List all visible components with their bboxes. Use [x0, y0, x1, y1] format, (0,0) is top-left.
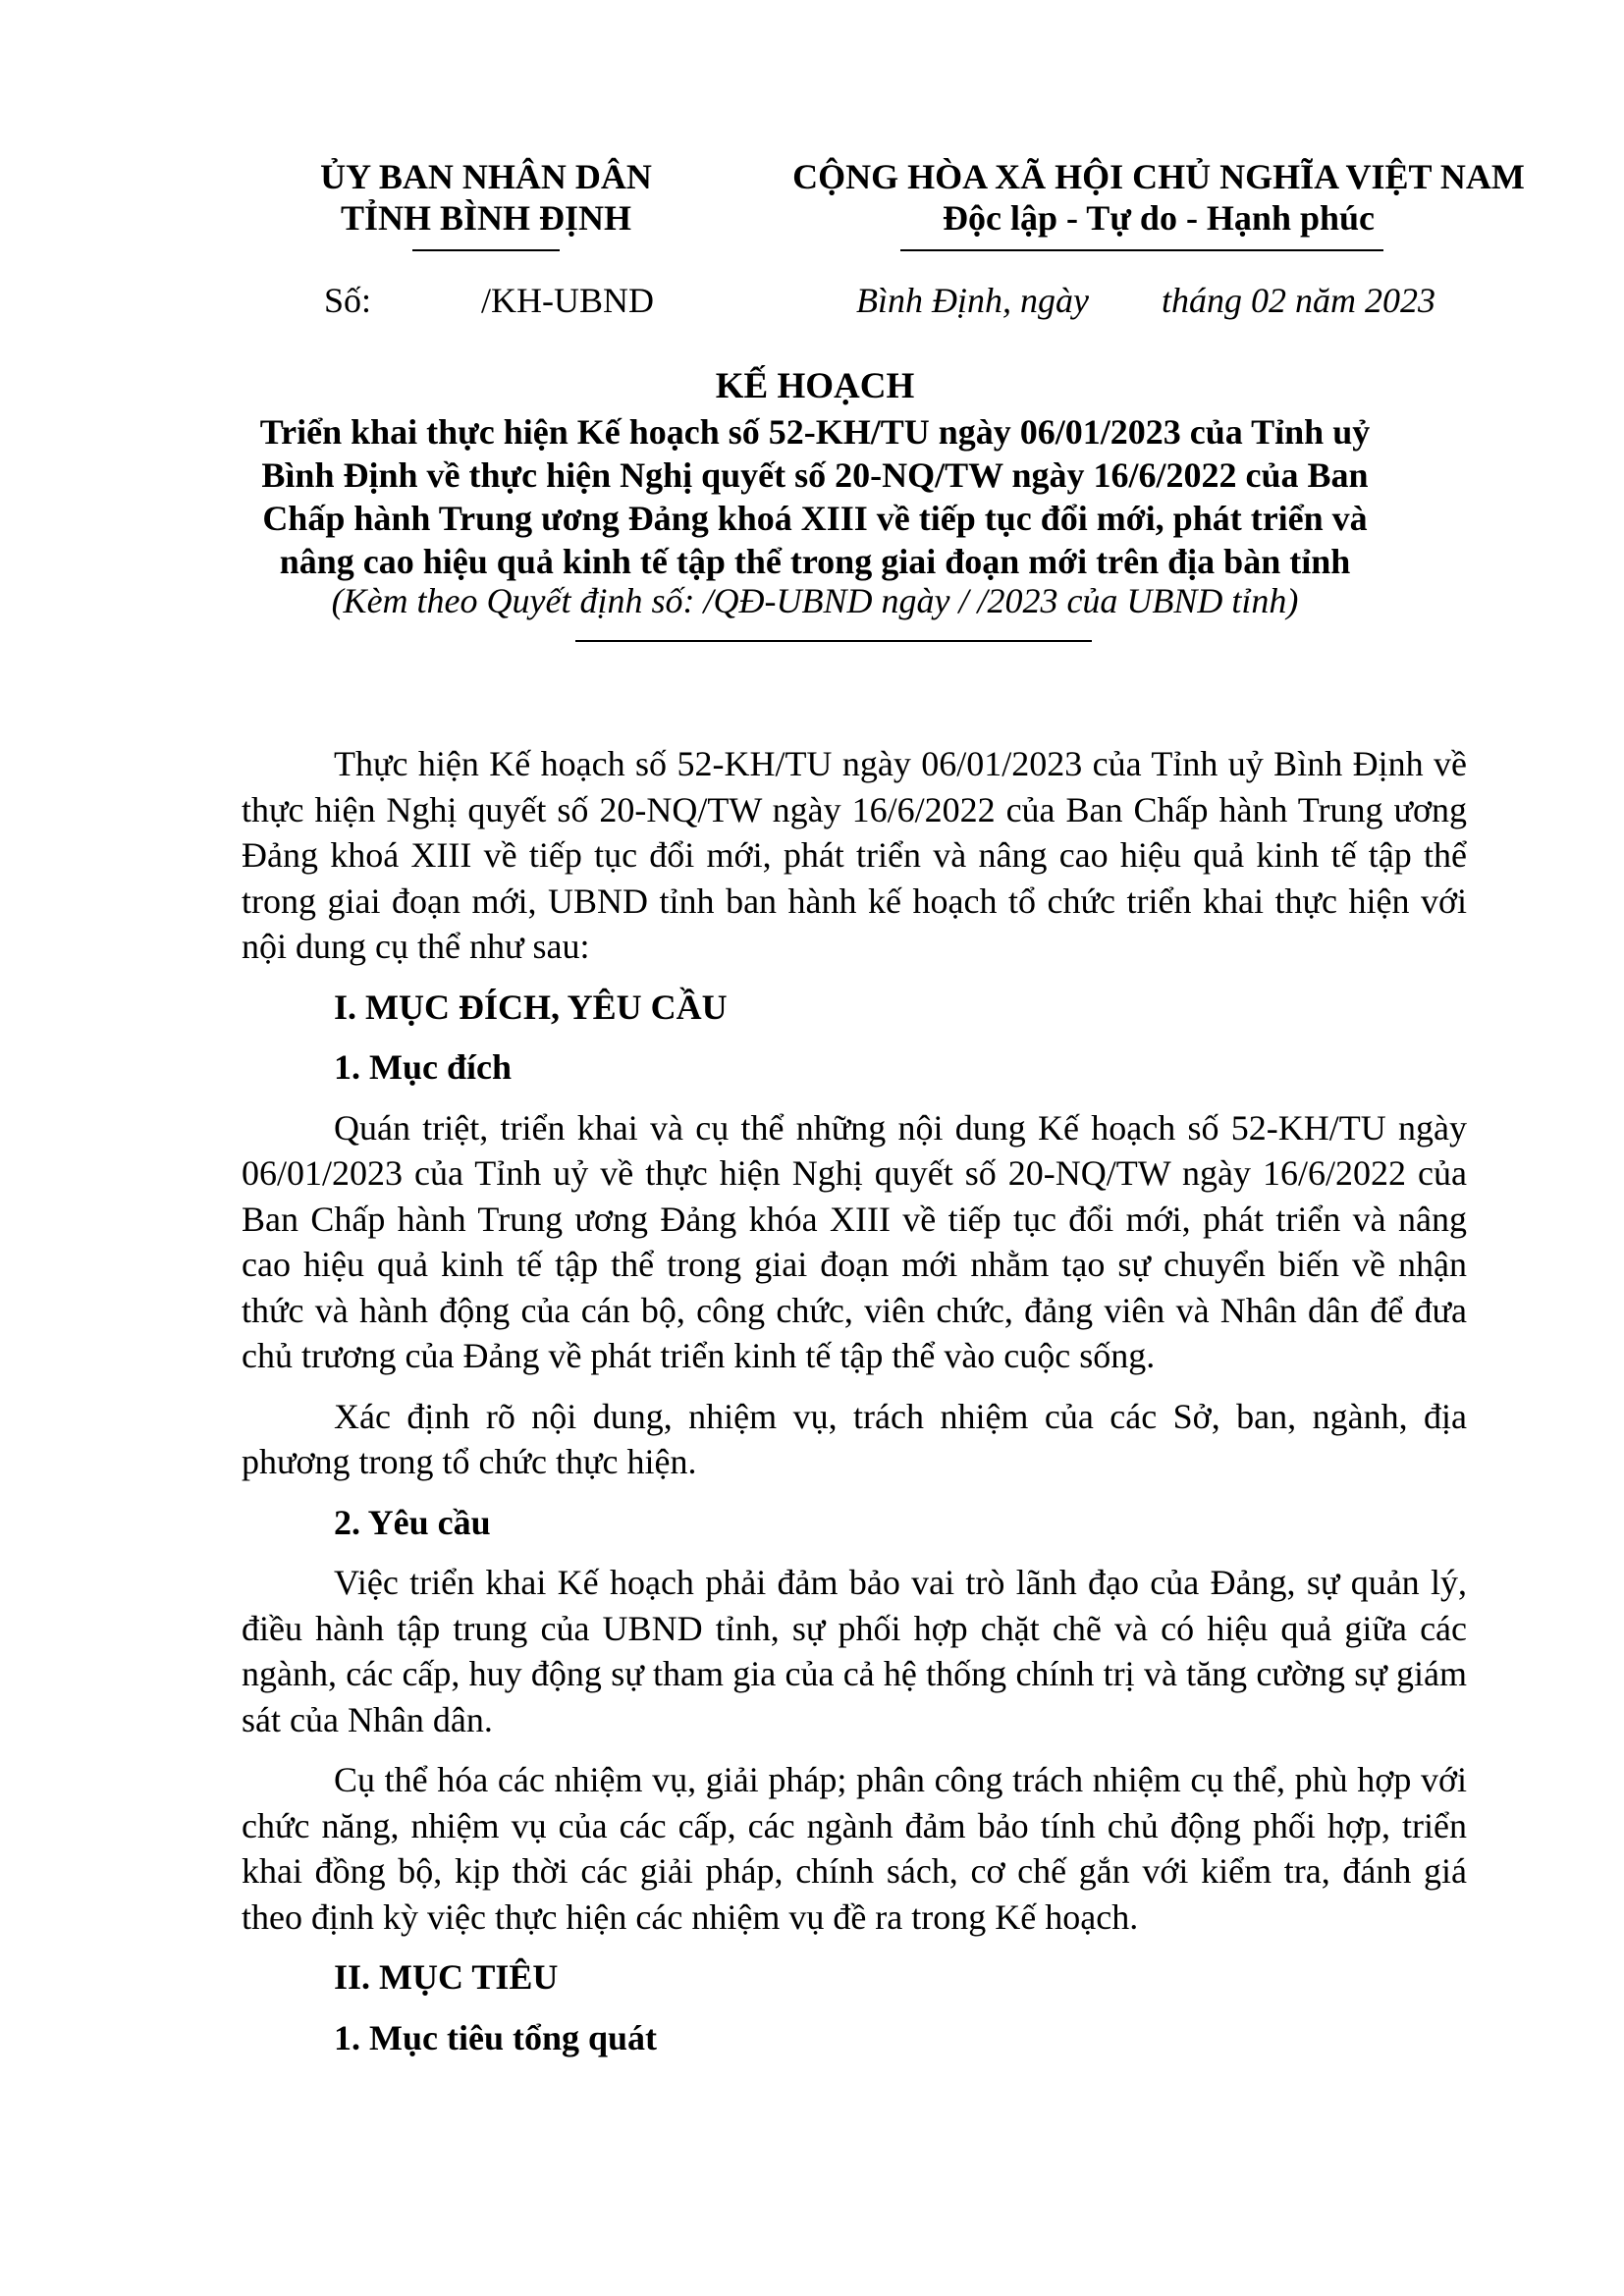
intro-paragraph: Thực hiện Kế hoạch số 52-KH/TU ngày 06/01/2023 của Tỉnh uỷ Bình Định về thực hiện Nghị quyết số 20-NQ/TW ngày 16/6/2022 của Ban Chấp hành Trung ương Đảng khoá XIII về tiếp tục đổi mới, phát triển và nâng cao hiệu quả kinh tế tập thể trong giai đoạn mới, UBND tỉnh ban hành kế hoạch tổ chức triển khai thực hiện với nội dung cụ thể như sau:: [242, 744, 1467, 966]
issue-month-year: tháng 02 năm 2023: [1162, 281, 1435, 320]
section-1-2-paragraph-2: Cụ thể hóa các nhiệm vụ, giải pháp; phân công trách nhiệm cụ thể, phù hợp với chức năng, nhiệm vụ của các cấp, các ngành đảm bảo tính chủ động phối hợp, triển khai đồng bộ, kịp thời các giải pháp, chính sách, cơ chế gắn với kiểm tra, đánh giá theo định kỳ việc thực hiện các nhiệm vụ đề ra trong Kế hoạch.: [242, 1760, 1467, 1937]
national-motto-line-1: CỘNG HÒA XÃ HỘI CHỦ NGHĨA VIỆT NAM: [792, 157, 1525, 196]
subtitle-line-3: Chấp hành Trung ương Đảng khoá XIII về tiếp tục đổi mới, phát triển và: [262, 499, 1368, 538]
document-title: KẾ HOẠCH: [715, 366, 915, 406]
issuer-underline: [412, 249, 560, 251]
section-1-2-heading: 2. Yêu cầu: [334, 1502, 491, 1542]
issuer-line-1: ỦY BAN NHÂN DÂN: [320, 157, 652, 196]
issue-place-date: Bình Định, ngày: [856, 281, 1089, 320]
section-2-1-heading: 1. Mục tiêu tổng quát: [334, 2017, 658, 2057]
motto-underline: [900, 249, 1383, 251]
section-1-heading: I. MỤC ĐÍCH, YÊU CẦU: [334, 987, 728, 1027]
document-number-label: Số:: [324, 281, 372, 320]
national-motto-line-2: Độc lập - Tự do - Hạnh phúc: [942, 198, 1376, 238]
section-1-1-paragraph-1: Quán triệt, triển khai và cụ thể những nội dung Kế hoạch số 52-KH/TU ngày 06/01/2023 của Tỉnh uỷ về thực hiện Nghị quyết số 20-NQ/TW ngày 16/6/2022 của Ban Chấp hành Trung ương Đảng khóa XIII về tiếp tục đổi mới, phát triển và nâng cao hiệu quả kinh tế tập thể trong giai đoạn mới nhằm tạo sự chuyển biến về nhận thức và hành động của cán bộ, công chức, viên chức, đảng viên và Nhân dân để đưa chủ trương của Đảng về phát triển kinh tế tập thể vào cuộc sống.: [242, 1107, 1467, 1375]
subtitle-line-1: Triển khai thực hiện Kế hoạch số 52-KH/TU ngày 06/01/2023 của Tỉnh uỷ: [259, 412, 1371, 452]
subtitle-line-2: Bình Định về thực hiện Nghị quyết số 20-NQ/TW ngày 16/6/2022 của Ban: [261, 455, 1369, 495]
attachment-note: (Kèm theo Quyết định số: /QĐ-UBND ngày / /2023 của UBND tỉnh): [331, 581, 1299, 620]
section-2-heading: II. MỤC TIÊU: [334, 1957, 559, 1997]
document-number-suffix: /KH-UBND: [481, 281, 654, 320]
section-1-1-paragraph-2: Xác định rõ nội dung, nhiệm vụ, trách nhiệm của các Sở, ban, ngành, địa phương trong tổ chức thực hiện.: [242, 1396, 1467, 1481]
section-1-1-heading: 1. Mục đích: [334, 1047, 513, 1087]
issuer-line-2: TỈNH BÌNH ĐỊNH: [340, 198, 632, 238]
document-body: [242, 741, 1467, 2075]
section-1-2-paragraph-1: Việc triển khai Kế hoạch phải đảm bảo vai trò lãnh đạo của Đảng, sự quản lý, điều hành tập trung của UBND tỉnh, sự phối hợp chặt chẽ và có hiệu quả giữa các ngành, các cấp, huy động sự tham gia của cả hệ thống chính trị và tăng cường sự giám sát của Nhân dân.: [242, 1563, 1467, 1739]
title-underline: [575, 640, 1092, 642]
subtitle-line-4: nâng cao hiệu quả kinh tế tập thể trong giai đoạn mới trên địa bàn tỉnh: [279, 542, 1351, 581]
